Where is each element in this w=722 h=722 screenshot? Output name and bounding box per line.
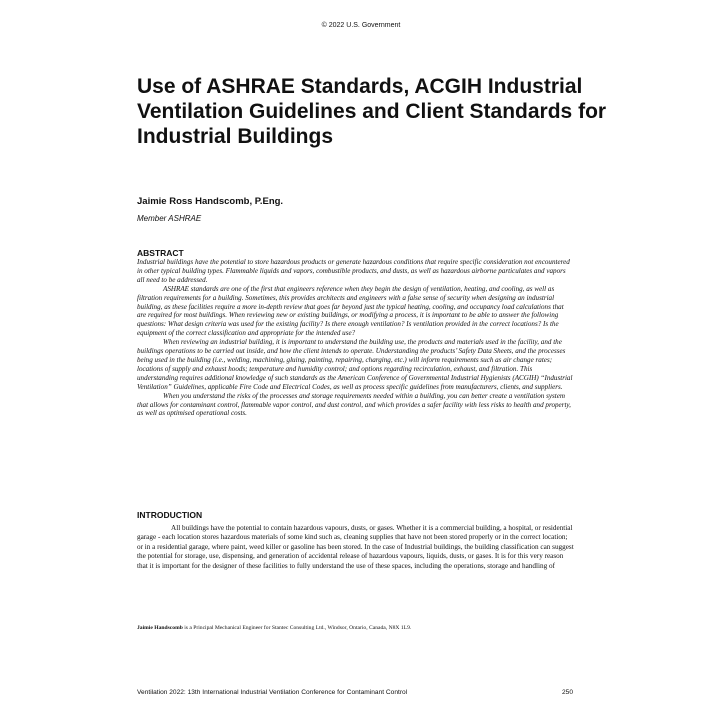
abstract-paragraph: When you understand the risks of the processes and storage requirements needed within a building, you can better create a ventilation system that allows for contaminant control, flammable vapor control, and dust control, and which provides a safer facility with less risks to health and property, as well as optimised operational costs.	[137, 391, 571, 418]
introduction-heading: INTRODUCTION	[137, 510, 203, 520]
abstract-paragraph: Industrial buildings have the potential to store hazardous products or generate hazardous conditions that require specific consideration not encountered in other typical building types. Flammable liquids and vapors, combustible products, and dusts, as well as hazardous airborne particulates and vapors all need to be addressed.	[137, 258, 570, 284]
abstract-body	[137, 258, 574, 418]
introduction-paragraph: All buildings have the potential to contain hazardous vapours, dusts, or gases. Whether it is a commercial building, a hospital, or residential garage - each location stores hazardous materials of some kind such as, cleaning supplies that have not been stored properly or in the correct location; or in a residential garage, where paint, weed killer or gasoline has been stored. In the case of Industrial buildings, the building classification can suggest the potential for storage, use, dispensing, and generation of accidental release of hazardous vapours, liquids, dusts, or gases. It is for this very reason that it is important for the designer of these facilities to fully understand the use of these spaces, including the operations, storage and handling of	[137, 524, 574, 570]
footnote-text: is a Principal Mechanical Engineer for Stantec Consulting Ltd., Windsor, Ontario, Canada, N8X 1L9.	[182, 625, 412, 631]
footnote-author-name: Jaimie Handscomb	[137, 625, 183, 631]
page-number: 250	[562, 689, 574, 696]
author-affiliation: Member ASHRAE	[137, 214, 202, 223]
copyright-notice: © 2022 U.S. Government	[321, 22, 401, 29]
abstract-heading: ABSTRACT	[137, 248, 184, 258]
abstract-paragraph: ASHRAE standards are one of the first that engineers reference when they begin the design of ventilation, heating, and cooling, as well as filtration requirements for a building. Sometimes, this provides architects and engineers with a false sense of security when designing an industrial building, as these facilities require a more in-depth review that goes far beyond just the typical heating, cooling, and occupancy load calculations that are required for most buildings. When reviewing new or existing buildings, or modifying a process, it is important to be able to answer the following questions: What design criteria was used for the existing facility? Is there enough ventilation? Is ventilation provided in the correct locations? Is the equipment of the correct classification and appropriate for the intended use?	[137, 284, 564, 338]
author-name: Jaimie Ross Handscomb, P.Eng.	[137, 196, 284, 207]
author-footnote	[137, 625, 411, 631]
abstract-paragraph: When reviewing an industrial building, it is important to understand the building use, the products and materials used in the facility, and the buildings operations to be carried out inside, and how the client intends to operate. Understanding the products’ Safety Data Sheets, and the processes being used in the building (i.e., welding, machining, gluing, painting, repairing, charging, etc.) will inform requirements such as air change rates; locations of supply and exhaust hoods; temperature and humidity control; and options regarding recirculation, exhaust, and filtration. This understanding requires additional knowledge of such standards as the American Conference of Governmental Industrial Hygienists (ACGIH) “Industrial Ventilation” Guidelines, applicable Fire Code and Electrical Codes, as well as process specific guidelines from manufacturers, clients, and suppliers.	[137, 338, 573, 391]
footer-conference: Ventilation 2022: 13th International Industrial Ventilation Conference for Contaminant Control	[137, 689, 408, 696]
paper-title: Use of ASHRAE Standards, ACGIH Industrial Ventilation Guidelines and Client Standards for Industrial Buildings	[137, 75, 607, 148]
